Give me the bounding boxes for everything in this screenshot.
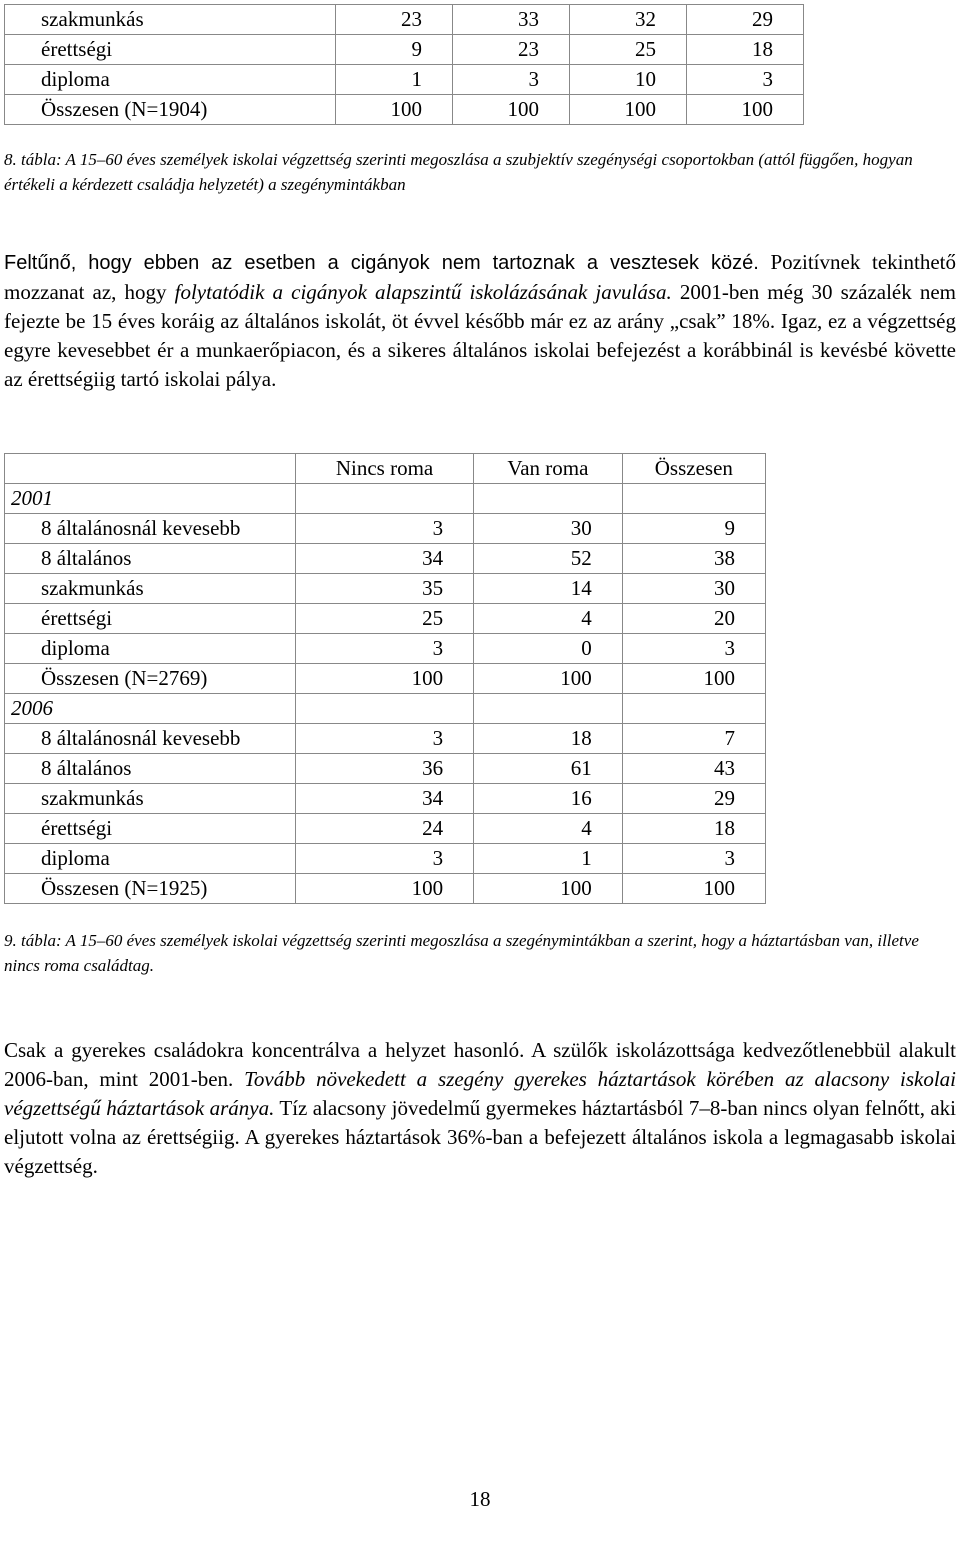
sentence: 2001-ben még 30 százalék nem fejezte be 15 éves koráig az általános iskolát, öt évvel később már ez az arány „csak” 18%. — [4, 280, 956, 333]
sentence: Csak a gyerekes családokra koncentrálva a helyzet hasonló. A szülők iskolázottsága kedvezőtlenebbül alakult 2006-ban, mint 2001-ben. — [4, 1038, 956, 1091]
table-row — [5, 544, 766, 574]
cell-value: 3 — [296, 634, 474, 664]
row-label: érettségi — [5, 814, 296, 844]
table-education-subjective-poverty — [4, 4, 804, 125]
cell-value: 9 — [336, 35, 453, 65]
empty-cell — [474, 484, 623, 514]
column-header: Összesen — [622, 454, 765, 484]
cell-value: 34 — [296, 544, 474, 574]
cell-value: 34 — [296, 784, 474, 814]
cell-value: 4 — [474, 604, 623, 634]
cell-value: 52 — [474, 544, 623, 574]
row-label: Összesen (N=1904) — [5, 95, 336, 125]
cell-value: 3 — [296, 514, 474, 544]
row-label: diploma — [5, 634, 296, 664]
row-label: Összesen (N=2769) — [5, 664, 296, 694]
row-label: szakmunkás — [5, 5, 336, 35]
cell-value: 24 — [296, 814, 474, 844]
cell-value: 23 — [336, 5, 453, 35]
cell-value: 1 — [474, 844, 623, 874]
row-label: 8 általános — [5, 754, 296, 784]
paragraph-roma-education — [4, 248, 956, 394]
table-education-roma-households — [4, 453, 766, 904]
sentence: Igaz, ez a végzettség egyre kevesebbet ér a munkaerőpiacon, és a sikeres általános iskolai befejezést a korábbinál is kevésbé követte az érettségiig tartó iskolai pálya. — [4, 309, 957, 391]
cell-value: 3 — [296, 844, 474, 874]
year-row — [5, 484, 766, 514]
cell-value: 100 — [622, 874, 765, 904]
cell-value: 9 — [622, 514, 765, 544]
row-label: érettségi — [5, 35, 336, 65]
row-label: szakmunkás — [5, 574, 296, 604]
cell-value: 3 — [687, 65, 804, 95]
paragraph-families-children — [4, 1036, 956, 1181]
year-label: 2006 — [5, 694, 296, 724]
table-row — [5, 65, 804, 95]
empty-cell — [296, 694, 474, 724]
cell-value: 30 — [622, 574, 765, 604]
row-label: szakmunkás — [5, 784, 296, 814]
row-label: érettségi — [5, 604, 296, 634]
cell-value: 18 — [687, 35, 804, 65]
row-label: 8 általános — [5, 544, 296, 574]
cell-value: 25 — [296, 604, 474, 634]
table-row — [5, 784, 766, 814]
cell-value: 32 — [570, 5, 687, 35]
cell-value: 100 — [474, 874, 623, 904]
table-row — [5, 754, 766, 784]
cell-value: 3 — [622, 844, 765, 874]
table-row — [5, 514, 766, 544]
cell-value: 23 — [453, 35, 570, 65]
cell-value: 43 — [622, 754, 765, 784]
column-header: Nincs roma — [296, 454, 474, 484]
cell-value: 10 — [570, 65, 687, 95]
cell-value: 36 — [296, 754, 474, 784]
cell-value: 100 — [336, 95, 453, 125]
cell-value: 7 — [622, 724, 765, 754]
cell-value: 4 — [474, 814, 623, 844]
cell-value: 100 — [570, 95, 687, 125]
cell-value: 1 — [336, 65, 453, 95]
cell-value: 16 — [474, 784, 623, 814]
row-label: 8 általánosnál kevesebb — [5, 514, 296, 544]
emphasis: folytatódik a cigányok alapszintű iskolázásának javulása. — [174, 280, 672, 304]
cell-value: 35 — [296, 574, 474, 604]
cell-value: 3 — [453, 65, 570, 95]
table-row — [5, 874, 766, 904]
empty-cell — [296, 484, 474, 514]
cell-value: 100 — [687, 95, 804, 125]
cell-value: 30 — [474, 514, 623, 544]
cell-value: 100 — [474, 664, 623, 694]
year-label: 2001 — [5, 484, 296, 514]
sentence: Pozitívnek tekinthető mozzanat az, hogy — [4, 250, 957, 304]
column-header: Van roma — [474, 454, 623, 484]
cell-value: 18 — [622, 814, 765, 844]
table-row — [5, 35, 804, 65]
cell-value: 38 — [622, 544, 765, 574]
cell-value: 3 — [622, 634, 765, 664]
cell-value: 100 — [296, 874, 474, 904]
year-row — [5, 694, 766, 724]
cell-value: 25 — [570, 35, 687, 65]
cell-value: 29 — [622, 784, 765, 814]
emphasis: Tovább növekedett a szegény gyerekes háztartások körében az alacsony iskolai végzettségű háztartások aránya. — [4, 1067, 956, 1120]
cell-value: 20 — [622, 604, 765, 634]
row-label: Összesen (N=1925) — [5, 874, 296, 904]
row-label: diploma — [5, 65, 336, 95]
cell-value: 100 — [453, 95, 570, 125]
cell-value: 33 — [453, 5, 570, 35]
row-label: 8 általánosnál kevesebb — [5, 724, 296, 754]
cell-value: 3 — [296, 724, 474, 754]
sentence: Tíz alacsony jövedelmű gyermekes háztartásból 7–8-ban nincs olyan felnőtt, aki eljutott volna az érettségiig. A gyerekes háztartások 36%-ban a befejezett általános iskola a legmagasabb iskolai végzettség. — [4, 1096, 957, 1178]
cell-value: 61 — [474, 754, 623, 784]
cell-value: 29 — [687, 5, 804, 35]
table-row — [5, 724, 766, 754]
sentence: Feltűnő, hogy ebben az esetben a cigányok nem tartoznak a vesztesek közé. — [4, 252, 759, 274]
column-header — [5, 454, 296, 484]
page-number: 18 — [469, 1487, 491, 1511]
table-row — [5, 95, 804, 125]
header-row — [5, 454, 766, 484]
table-row — [5, 574, 766, 604]
cell-value: 0 — [474, 634, 623, 664]
table-row — [5, 5, 804, 35]
table-row — [5, 844, 766, 874]
row-label: diploma — [5, 844, 296, 874]
empty-cell — [622, 484, 765, 514]
table-row — [5, 664, 766, 694]
table-row — [5, 604, 766, 634]
empty-cell — [474, 694, 623, 724]
table-row — [5, 634, 766, 664]
cell-value: 18 — [474, 724, 623, 754]
empty-cell — [622, 694, 765, 724]
table-row — [5, 814, 766, 844]
cell-value: 14 — [474, 574, 623, 604]
cell-value: 100 — [296, 664, 474, 694]
table-8-caption: 8. tábla: A 15–60 éves személyek iskolai végzettség szerinti megoszlása a szubjektív szegénységi csoportokban (attól függően, hogyan értékeli a kérdezett családja helyzetét) a szegénymintákban — [4, 150, 913, 194]
cell-value: 100 — [622, 664, 765, 694]
table-9-caption: 9. tábla: A 15–60 éves személyek iskolai végzettség szerinti megoszlása a szegénymintákban a szerint, hogy a háztartásban van, illetve nincs roma családtag. — [4, 931, 919, 975]
